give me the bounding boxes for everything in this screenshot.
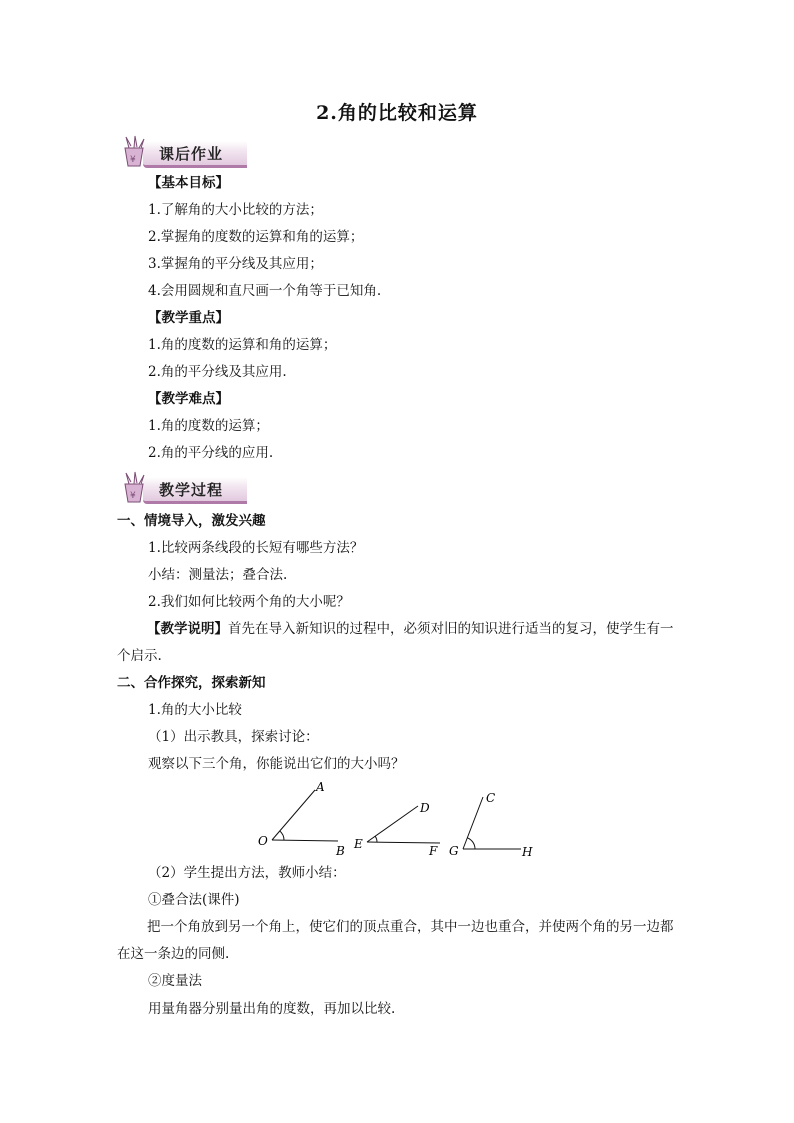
- section1-summary: 小结：测量法；叠合法.: [148, 567, 288, 583]
- label-vertex-o: O: [258, 834, 268, 848]
- section1-q1: 1.比较两条线段的长短有哪些方法？: [148, 540, 364, 556]
- method1-title: ①叠合法(课件): [148, 892, 240, 908]
- banner-process: [117, 470, 247, 504]
- section2-heading: 二、合作探究，探索新知: [117, 675, 266, 691]
- goal-item: 4.会用圆规和直尺画一个角等于已知角.: [148, 283, 382, 299]
- goal-item: 2.掌握角的度数的运算和角的运算；: [148, 229, 364, 245]
- pencil-cup-icon: [117, 134, 151, 168]
- key-point-item: 2.角的平分线及其应用.: [148, 364, 287, 380]
- difficulty-item: 1.角的度数的运算；: [148, 418, 269, 434]
- section2-observe: 观察以下三个角，你能说出它们的大小吗？: [148, 756, 405, 772]
- label-ray-h: H: [522, 845, 533, 859]
- svg-text:¥: ¥: [130, 155, 136, 165]
- goal-item: 3.掌握角的平分线及其应用；: [148, 256, 323, 272]
- section2-step2: （2）学生提出方法，教师小结：: [148, 865, 346, 881]
- label-ray-a: A: [316, 780, 325, 794]
- method1-text: 把一个角放到另一个角上，使它们的顶点重合，其中一边也重合，并使两个角的另一边都在这一条边的同侧.: [117, 919, 674, 962]
- difficulty-item: 2.角的平分线的应用.: [148, 445, 274, 461]
- section1-q2: 2.我们如何比较两个角的大小呢？: [148, 594, 350, 610]
- banner-homework: [117, 134, 247, 168]
- goal-item: 1.了解角的大小比较的方法；: [148, 202, 323, 218]
- banner-homework-label: 课后作业: [159, 145, 224, 163]
- teaching-note-text: 首先在导入新知识的过程中，必须对旧的知识进行适当的复习，使学生有一个启示.: [117, 621, 674, 664]
- svg-text:¥: ¥: [130, 491, 136, 501]
- angle-aob: [272, 790, 338, 841]
- key-point-item: 1.角的度数的运算和角的运算；: [148, 337, 337, 353]
- goals-heading: 【基本目标】: [148, 175, 229, 191]
- teaching-note-label: 【教学说明】: [147, 621, 228, 637]
- key-points-heading: 【教学重点】: [148, 310, 229, 326]
- method2-text: 用量角器分别量出角的度数，再加以比较.: [148, 1001, 396, 1017]
- label-ray-d: D: [420, 801, 430, 815]
- label-vertex-e: E: [354, 837, 363, 851]
- label-ray-f: F: [429, 844, 438, 858]
- banner-process-label: 教学过程: [159, 481, 224, 499]
- teaching-note: [117, 616, 677, 670]
- method2-title: ②度量法: [148, 973, 202, 989]
- label-vertex-g: G: [449, 844, 459, 858]
- section1-heading: 一、情境导入，激发兴趣: [117, 513, 266, 529]
- label-ray-b: B: [336, 844, 345, 858]
- section2-step1: （1）出示教具，探索讨论：: [148, 729, 319, 745]
- angles-figure: [240, 772, 550, 864]
- label-ray-c: C: [486, 791, 496, 805]
- difficulties-heading: 【教学难点】: [148, 391, 229, 407]
- section2-sub1: 1.角的大小比较: [148, 702, 242, 718]
- pencil-cup-icon: [117, 470, 151, 504]
- page-title: 2.角的比较和运算: [316, 102, 478, 124]
